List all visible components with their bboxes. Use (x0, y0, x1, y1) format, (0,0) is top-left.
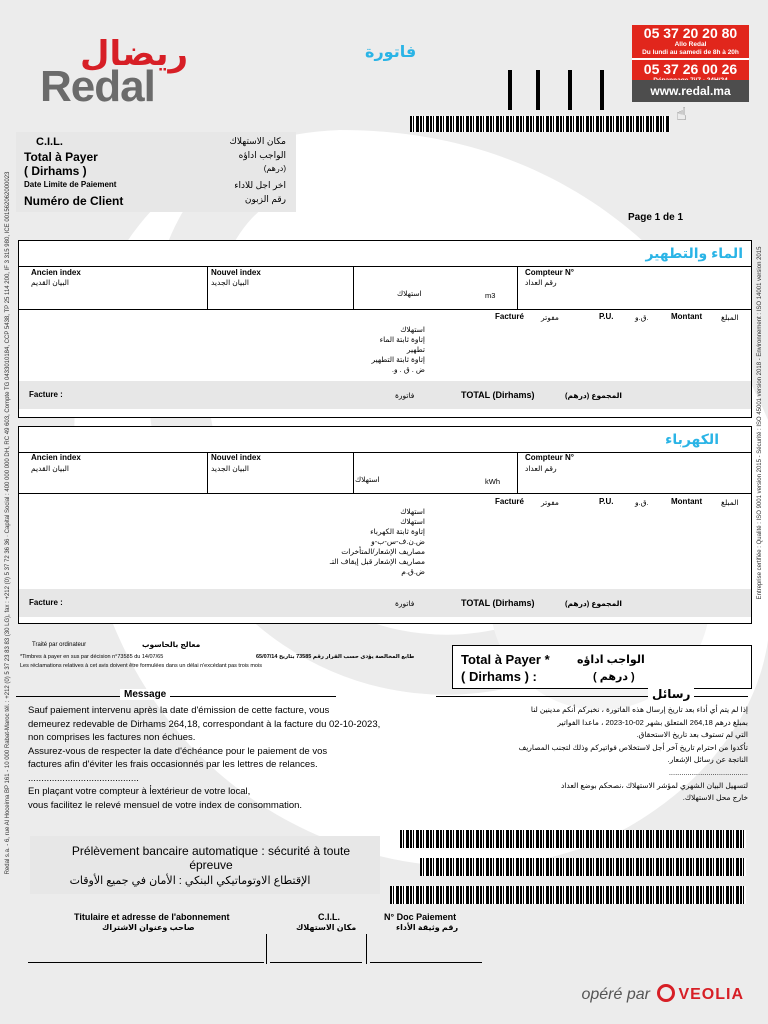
veolia-logo-icon (657, 984, 675, 1002)
stamp-note-ar: طابع المخالصة يؤدى حسب القرار رقم 73585 بتاريخ 65/07/14 (256, 654, 415, 660)
message-text-fr (28, 704, 428, 812)
water-facture-label: Facture : (29, 390, 63, 399)
total-dirhams-label-ar: ( درهم ) (593, 671, 635, 683)
direct-debit-fr: Prélèvement bancaire automatique : sécurité à toute épreuve (71, 844, 351, 872)
legal-left-text: Redal s.a. - 6, rue Al Hoceima BP 161 - 10 000 Rabat-Maroc tél. : +212 (0) 5 37 23 83 83 (30 LG), fax : +212 (0) 5 37 72 36 36 · Capital Social : 400 000 000 DH, RC 49 603, Compte TG 0433010184, CCP 5438, TP 25 114 200, IF 3 315 980, ICE 001562062000023 (5, 171, 11, 875)
phone-depannage: 05 37 26 00 26 (643, 61, 738, 77)
water-total-band (19, 381, 751, 409)
water-section (18, 240, 752, 418)
water-nouvel-index: Nouvel index (211, 268, 261, 277)
water-col-pu-ar: ق.و. (635, 313, 649, 322)
elec-line: مصاريف الإشعار قبل إيقاف التـ (329, 557, 425, 566)
water-ancien-index: Ancien index (31, 268, 81, 277)
holder-label: Titulaire et adresse de l'abonnement (74, 912, 230, 922)
cil-label-ar: مكان الاستهلاك (229, 136, 286, 146)
water-total-label: TOTAL (Dirhams) (461, 390, 535, 400)
water-line: تطهير (406, 345, 425, 354)
total-to-pay-label: Total à Payer * (461, 652, 550, 667)
water-col-facture-ar: مفوتر (541, 313, 559, 322)
page-indicator: Page 1 de 1 (628, 212, 684, 223)
water-line: إتاوة ثابتة التطهير (371, 355, 425, 364)
computer-note: Traité par ordinateur (32, 642, 87, 648)
operator-veolia (581, 984, 744, 1004)
elec-meter-label: Compteur N° (525, 453, 574, 462)
barcode-1 (400, 830, 746, 848)
summary-box (16, 132, 296, 212)
allo-hours: Du lundi au samedi de 8h à 20h (642, 49, 739, 56)
barcode-3 (390, 886, 746, 904)
water-conso-label: استهلاك (397, 289, 422, 298)
water-ancien-index-ar: البيان القديم (31, 278, 69, 287)
claims-note: Les réclamations relatives à cet avis doivent être formulées dans un délai n'excédant pas trois mois (20, 663, 262, 669)
message-line: factures afin d'éviter les frais occasionnés par les lettres de relances. (28, 759, 318, 770)
message-title-ar: رسائل (648, 687, 694, 701)
due-date-label: Date Limite de Paiement (24, 180, 117, 189)
message-line: Assurez-vous de respecter la date d'échéance pour le paiement de vos (28, 745, 328, 757)
water-title: الماء والتطهير (645, 245, 743, 261)
contact-box (632, 25, 749, 85)
message-line-ar: الناتجة عن رسائل الإشعار. (667, 755, 748, 765)
elec-unit: kWh (485, 477, 500, 486)
water-unit: m3 (485, 291, 496, 300)
sorting-bars (508, 70, 608, 112)
barcode-top (410, 116, 670, 132)
water-col-montant-ar: المبلغ (721, 313, 739, 322)
elec-line: ض.ق.م (401, 567, 425, 576)
message-line: Sauf paiement intervenu après la date d'émission de cette facture, vous (28, 705, 330, 716)
message-line: demeurez redevable de Dirhams 264,18, correspondant à la facture du 02-10-2023, (28, 718, 381, 730)
cil-label: C.I.L. (36, 136, 63, 148)
total-dirhams-label: ( Dirhams ) : (461, 669, 537, 684)
total-label-ar: الواجب اداؤه (238, 150, 286, 160)
stamp-note: *Timbres à payer en sus par décision n°73585 du 14/07/65 (20, 654, 164, 660)
message-line: non comprises les factures non échues. (28, 732, 196, 743)
legal-right-text: Entreprise certifiée : Qualité : ISO 9001 version 2015 - Sécurité : ISO 45001 version 2018 - Environnement : ISO 14001 version 2015 (757, 246, 763, 600)
message-text-ar (436, 704, 748, 805)
document-title: فاتورة (365, 44, 417, 61)
total-to-pay-label-ar: الواجب اداؤه (577, 654, 645, 666)
message-line: .......................................... (28, 772, 139, 784)
due-date-label-ar: اخر اجل للاداء (234, 180, 286, 190)
dirhams-label: ( Dirhams ) (24, 164, 87, 178)
elec-conso-label: استهلاك (355, 475, 380, 484)
elec-total-band (19, 589, 751, 617)
website-link[interactable]: www.redal.ma (632, 80, 749, 102)
water-facture-label-ar: فاتورة (395, 391, 415, 400)
message-line-ar: خارج محل الاستهلاك. (682, 793, 748, 803)
footer-table (28, 910, 484, 966)
pointer-hand-icon: ☝ (676, 104, 687, 124)
message-title: Message (120, 689, 170, 700)
computer-note-ar: معالج بالحاسوب (142, 640, 201, 649)
message-line: En plaçant votre compteur à l̓extérieur de votre local, (28, 786, 251, 797)
elec-col-facture-ar: مفوتر (541, 498, 559, 507)
logo-arabic: ريضال (80, 34, 189, 74)
message-line-ar: التي لم تستوف بعد تاريخ الاستحقاق. (636, 730, 748, 740)
total-to-pay-box (452, 645, 752, 689)
water-col-pu: P.U. (599, 312, 614, 321)
cil-footer-label: C.I.L. (318, 912, 340, 922)
elec-meter-label-ar: رقم العداد (525, 464, 557, 473)
water-meter-label-ar: رقم العداد (525, 278, 557, 287)
water-nouvel-index-ar: البيان الجديد (211, 278, 249, 287)
water-line: استهلاك (400, 325, 425, 334)
elec-total-label: TOTAL (Dirhams) (461, 598, 535, 608)
doc-number-label-ar: رقم وثيقة الأداء (396, 923, 459, 932)
client-number-label-ar: رقم الزبون (244, 194, 286, 204)
operator-brand: VEOLIA (678, 986, 744, 1003)
elec-lines (325, 507, 425, 577)
message-line-ar: لتسهيل البيان الشهري لمؤشر الاستهلاك ،نصحكم بوضع العداد (560, 780, 748, 790)
elec-total-label-ar: المجموع (درهم) (565, 599, 623, 608)
message-line: vous facilitez le relevé mensuel de votre index de consommation. (28, 799, 303, 811)
elec-col-pu: P.U. (599, 497, 614, 506)
logo-redal: Redal (40, 62, 155, 111)
elec-nouvel-index: Nouvel index (211, 453, 261, 462)
elec-ancien-index-ar: البيان القديم (31, 464, 69, 473)
total-label: Total à Payer (24, 150, 98, 164)
elec-line: استهلاك (400, 507, 425, 516)
electricity-section (18, 426, 752, 624)
client-number-label: Numéro de Client (24, 194, 124, 208)
elec-col-pu-ar: ق.و. (635, 498, 649, 507)
water-line: إتاوة ثابتة الماء (379, 335, 425, 344)
elec-col-facture: Facturé (495, 497, 524, 506)
phone-allo: 05 37 20 20 80 (643, 25, 738, 41)
message-line-ar: بمبلغ درهم 264,18 المتعلق بشهر 02-10-2023 ، ماعدا الفواتير (557, 717, 748, 727)
cil-footer-label-ar: مكان الاستهلاك (296, 923, 357, 932)
message-line-ar: إذا لم يتم أي أداء بعد تاريخ إرسال هذه الفاتورة ، نخبركم أنكم مدينين لنا (530, 705, 748, 714)
elec-facture-label-ar: فاتورة (395, 599, 415, 608)
message-line-ar: تأكدوا من احترام تاريخ آخر أجل لاستخلاص فواتيركم وذلك لتجنب المصاريف (518, 742, 748, 752)
message-line-ar: ...................................... (668, 767, 748, 777)
elec-nouvel-index-ar: البيان الجديد (211, 464, 249, 473)
elec-line: إتاوة ثابتة الكهرباء (370, 527, 425, 536)
dirhams-label-ar: (درهم) (263, 164, 286, 173)
water-meter-label: Compteur N° (525, 268, 574, 277)
allo-label: Allo Redal (674, 41, 707, 48)
elec-line: ض.ن.ف-س-ب-و (371, 537, 425, 546)
water-col-montant: Montant (671, 312, 703, 321)
electricity-title: الكهرباء (665, 431, 719, 447)
water-total-label-ar: المجموع (درهم) (565, 391, 623, 400)
water-col-facture: Facturé (495, 312, 524, 321)
elec-col-montant-ar: المبلغ (721, 498, 739, 507)
elec-facture-label: Facture : (29, 598, 63, 607)
elec-col-montant: Montant (671, 497, 703, 506)
elec-line: مصاريف الإشعار/المتأخرات (341, 547, 425, 556)
doc-number-label: N° Doc Paiement (384, 912, 457, 922)
direct-debit-ar: الإقتطاع الاوتوماتيكي البنكي : الأمان في جميع الأوقات (69, 875, 311, 887)
water-line: ض . ق . و. (391, 365, 425, 374)
direct-debit-box (30, 836, 380, 894)
message-section (16, 687, 748, 820)
barcode-2 (420, 858, 746, 876)
holder-label-ar: صاحب وعنوان الاشتراك (102, 923, 195, 932)
water-lines (365, 325, 425, 375)
elec-line: استهلاك (400, 517, 425, 526)
operator-prefix: opéré par (581, 986, 650, 1003)
elec-ancien-index: Ancien index (31, 453, 81, 462)
